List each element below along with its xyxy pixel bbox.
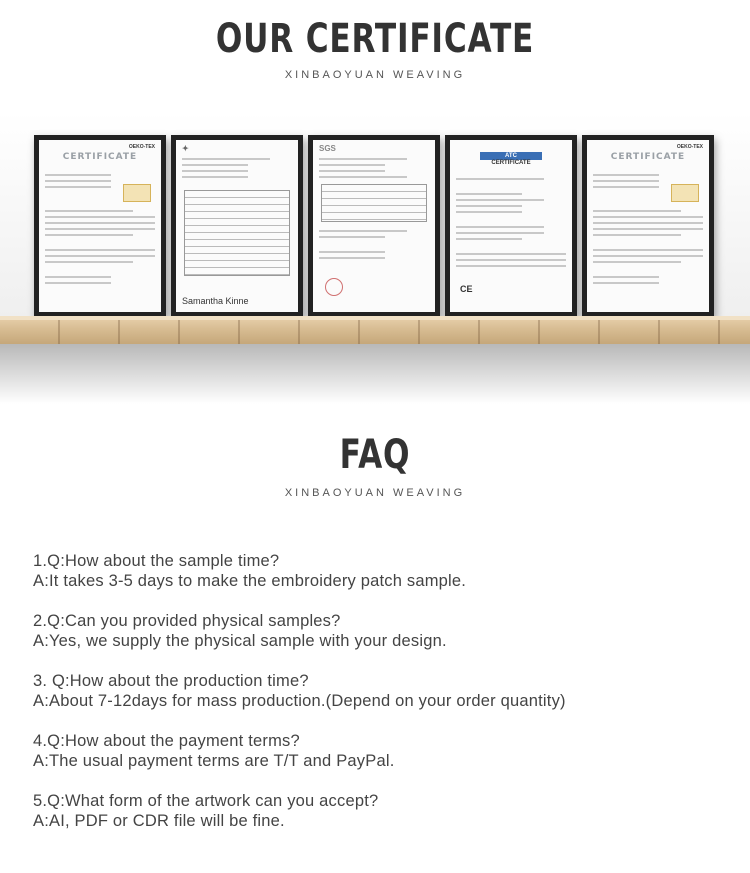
certificate-document <box>39 140 161 312</box>
certificate-tag: ATC <box>480 152 542 160</box>
certificate-frame-5 <box>582 135 714 317</box>
certificate-tag: SGS <box>319 144 336 153</box>
faq-subtitle: XINBAOYUAN WEAVING <box>284 487 466 499</box>
certificate-signature: Samantha Kinne <box>182 296 249 306</box>
faq-item <box>33 671 733 711</box>
certificate-stamp-icon <box>325 278 343 296</box>
faq-answer: A:AI, PDF or CDR file will be fine. <box>33 812 285 830</box>
certificate-tag: OEKO-TEX <box>676 144 703 150</box>
faq-item <box>33 791 733 831</box>
faq-question: 5.Q:What form of the artwork can you accept? <box>33 792 379 810</box>
certificate-document <box>313 140 435 312</box>
faq-item <box>33 731 733 771</box>
faq-question: 4.Q:How about the payment terms? <box>33 732 300 750</box>
faq-question: 3. Q:How about the production time? <box>33 672 309 690</box>
faq-item <box>33 611 733 651</box>
certificate-frame-3 <box>308 135 440 317</box>
faq-item <box>33 551 733 591</box>
disney-logo-icon: ✦ <box>182 144 189 153</box>
certificate-heading: CERTIFICATE <box>491 160 531 166</box>
certificate-table <box>184 190 290 276</box>
certificate-frame-1 <box>34 135 166 317</box>
faq-answer: A:About 7-12days for mass production.(Depend on your order quantity) <box>33 692 566 710</box>
wooden-shelf-edge <box>0 316 750 320</box>
certificate-heading: CERTIFICATE <box>610 152 686 162</box>
faq-answer: A:Yes, we supply the physical sample with your design. <box>33 632 447 650</box>
shelf-shadow <box>0 344 750 404</box>
certificate-frame-4 <box>445 135 577 317</box>
certificate-table <box>321 184 427 222</box>
faq-answer: A:It takes 3-5 days to make the embroidery patch sample. <box>33 572 467 590</box>
certificate-document <box>587 140 709 312</box>
certificate-text-lines <box>45 174 155 298</box>
faq-list <box>33 551 733 851</box>
certificate-text-lines <box>456 178 566 298</box>
certificate-tag: OEKO-TEX <box>128 144 155 150</box>
certificate-frame-2 <box>171 135 303 317</box>
faq-title: FAQ <box>339 432 411 478</box>
certificate-heading: CERTIFICATE <box>62 152 138 162</box>
certificate-text-lines <box>593 174 703 298</box>
certificate-title: OUR CERTIFICATE <box>215 16 535 62</box>
faq-question: 1.Q:How about the sample time? <box>33 552 280 570</box>
wooden-shelf <box>0 316 750 344</box>
certificate-document <box>450 140 572 312</box>
ce-mark-icon: CE <box>460 284 473 294</box>
faq-question: 2.Q:Can you provided physical samples? <box>33 612 341 630</box>
certificate-document <box>176 140 298 312</box>
certificate-subtitle: XINBAOYUAN WEAVING <box>284 69 466 81</box>
faq-answer: A:The usual payment terms are T/T and PayPal. <box>33 752 395 770</box>
